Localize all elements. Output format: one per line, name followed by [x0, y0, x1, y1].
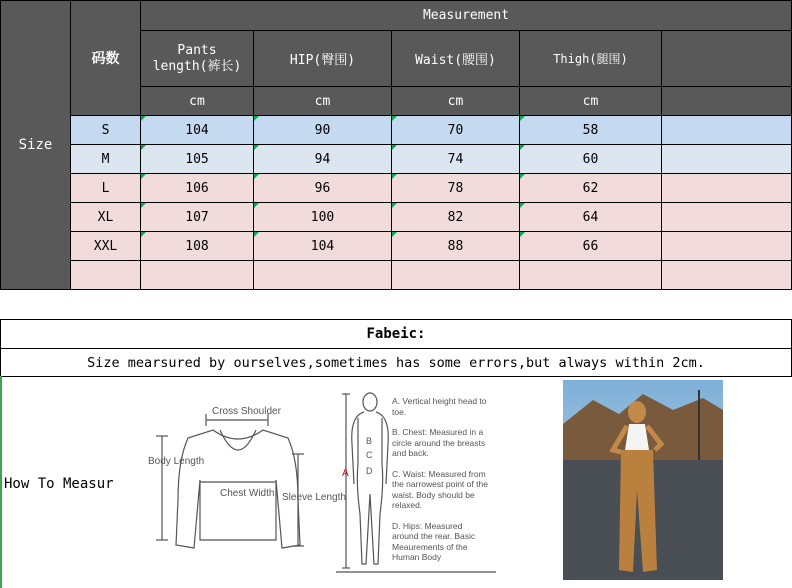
- unit-text: cm: [447, 93, 464, 109]
- table-cell: [661, 202, 792, 232]
- cell-value: 88: [447, 238, 464, 254]
- sweater-measure-diagram: [148, 400, 346, 560]
- col-header-empty: [661, 30, 792, 87]
- cell-value: 70: [447, 122, 464, 138]
- fabric-row: [0, 319, 792, 349]
- size-code: XXL: [93, 238, 118, 254]
- table-cell: [519, 202, 662, 232]
- table-row-size: [70, 260, 141, 290]
- size-code: S: [101, 122, 110, 138]
- cell-value: 105: [185, 151, 209, 167]
- size-code-label: 码数: [91, 51, 120, 67]
- body-length-label: Body Length: [148, 456, 205, 467]
- unit-cell: [253, 86, 392, 116]
- table-cell: [661, 115, 792, 145]
- col-header-pants-length: [140, 30, 254, 87]
- table-cell: [140, 202, 254, 232]
- table-cell: [391, 115, 520, 145]
- col-header-text: Waist(腰围): [415, 53, 496, 68]
- unit-cell: [661, 86, 792, 116]
- note-row: [0, 348, 792, 377]
- col-header-waist: [391, 30, 520, 87]
- cell-value: 90: [314, 122, 331, 138]
- table-cell: [391, 231, 520, 261]
- chest-width-label: Chest Width: [220, 488, 275, 499]
- size-code: L: [101, 180, 110, 196]
- cell-value: 96: [314, 180, 331, 196]
- table-cell: [140, 231, 254, 261]
- unit-text: cm: [582, 93, 599, 109]
- unit-cell: [391, 86, 520, 116]
- table-cell: [519, 260, 662, 290]
- table-cell: [519, 144, 662, 174]
- cross-shoulder-label: Cross Shoulder: [212, 406, 281, 417]
- size-chart-table: [0, 0, 792, 290]
- note-b: B. Chest: Measured in a circle around the breasts and back.: [392, 427, 486, 458]
- cell-value: 104: [310, 238, 335, 254]
- table-cell: [253, 231, 392, 261]
- cell-value: 78: [447, 180, 464, 196]
- table-cell: [253, 144, 392, 174]
- table-cell: [253, 202, 392, 232]
- table-cell: [661, 260, 792, 290]
- figure-mark-d: D: [366, 466, 373, 476]
- cell-value: 60: [582, 151, 599, 167]
- cell-value: 62: [582, 180, 599, 196]
- cell-value: 82: [447, 209, 464, 225]
- table-cell: [391, 144, 520, 174]
- table-row-size: [70, 144, 141, 174]
- size-label: Size: [18, 137, 53, 153]
- col-header-text: Pants length(裤长): [152, 42, 242, 74]
- cell-value: 94: [314, 151, 331, 167]
- figure-mark-b: B: [366, 436, 373, 446]
- fabric-label: Fabeic:: [366, 326, 426, 342]
- table-cell: [140, 144, 254, 174]
- unit-text: cm: [189, 93, 205, 109]
- table-row-size: [70, 115, 141, 145]
- model-photo-illustration: [563, 380, 723, 580]
- size-side-header: [0, 0, 71, 290]
- note-c: C. Waist: Measured from the narrowest point of the waist. Body should be relaxed.: [392, 468, 488, 510]
- how-to-measure-label: How To Measur: [4, 476, 114, 492]
- cell-value: 106: [185, 180, 209, 196]
- size-code: M: [101, 151, 110, 167]
- table-cell: [519, 173, 662, 203]
- col-header-text: Thigh(腿围): [553, 52, 628, 66]
- table-cell: [661, 144, 792, 174]
- table-cell: [253, 173, 392, 203]
- table-cell: [253, 115, 392, 145]
- cell-value: 107: [185, 209, 209, 225]
- size-code-header: [70, 0, 141, 116]
- table-cell: [253, 260, 392, 290]
- cell-value: 66: [582, 238, 599, 254]
- table-cell: [391, 173, 520, 203]
- col-header-hip: [253, 30, 392, 87]
- product-photo: [563, 380, 723, 580]
- table-cell: [661, 173, 792, 203]
- table-cell: [140, 115, 254, 145]
- cell-value: 64: [582, 209, 599, 225]
- table-cell: [140, 260, 254, 290]
- unit-cell: [140, 86, 254, 116]
- cell-value: 108: [185, 238, 209, 254]
- table-cell: [391, 202, 520, 232]
- figure-mark-c: C: [366, 450, 373, 460]
- figure-notes: [392, 396, 488, 563]
- note-d: D. Hips: Measured around the rear. Basic Meaurements of the Human Body: [392, 520, 476, 562]
- cell-value: 58: [582, 122, 599, 138]
- measurement-header: [140, 0, 792, 31]
- unit-text: cm: [314, 93, 331, 109]
- table-cell: [391, 260, 520, 290]
- size-code: XL: [97, 209, 114, 225]
- table-row-size: [70, 173, 141, 203]
- col-header-thigh: [519, 30, 662, 87]
- measurement-label: Measurement: [422, 8, 510, 23]
- note-a: A. Vertical height head to toe.: [392, 396, 487, 417]
- table-row-size: [70, 231, 141, 261]
- table-cell: [519, 115, 662, 145]
- cell-value: 104: [185, 122, 209, 138]
- unit-cell: [519, 86, 662, 116]
- table-row-size: [70, 202, 141, 232]
- col-header-text: HIP(臀围): [289, 53, 356, 68]
- size-note: Size mearsured by ourselves,sometimes has some errors,but always within 2cm.: [87, 354, 705, 371]
- cell-value: 74: [447, 151, 464, 167]
- table-cell: [661, 231, 792, 261]
- table-cell: [140, 173, 254, 203]
- figure-mark-a: A: [342, 468, 349, 479]
- cell-value: 100: [310, 209, 335, 225]
- table-cell: [519, 231, 662, 261]
- sleeve-length-label: Sleeve Length: [282, 492, 346, 503]
